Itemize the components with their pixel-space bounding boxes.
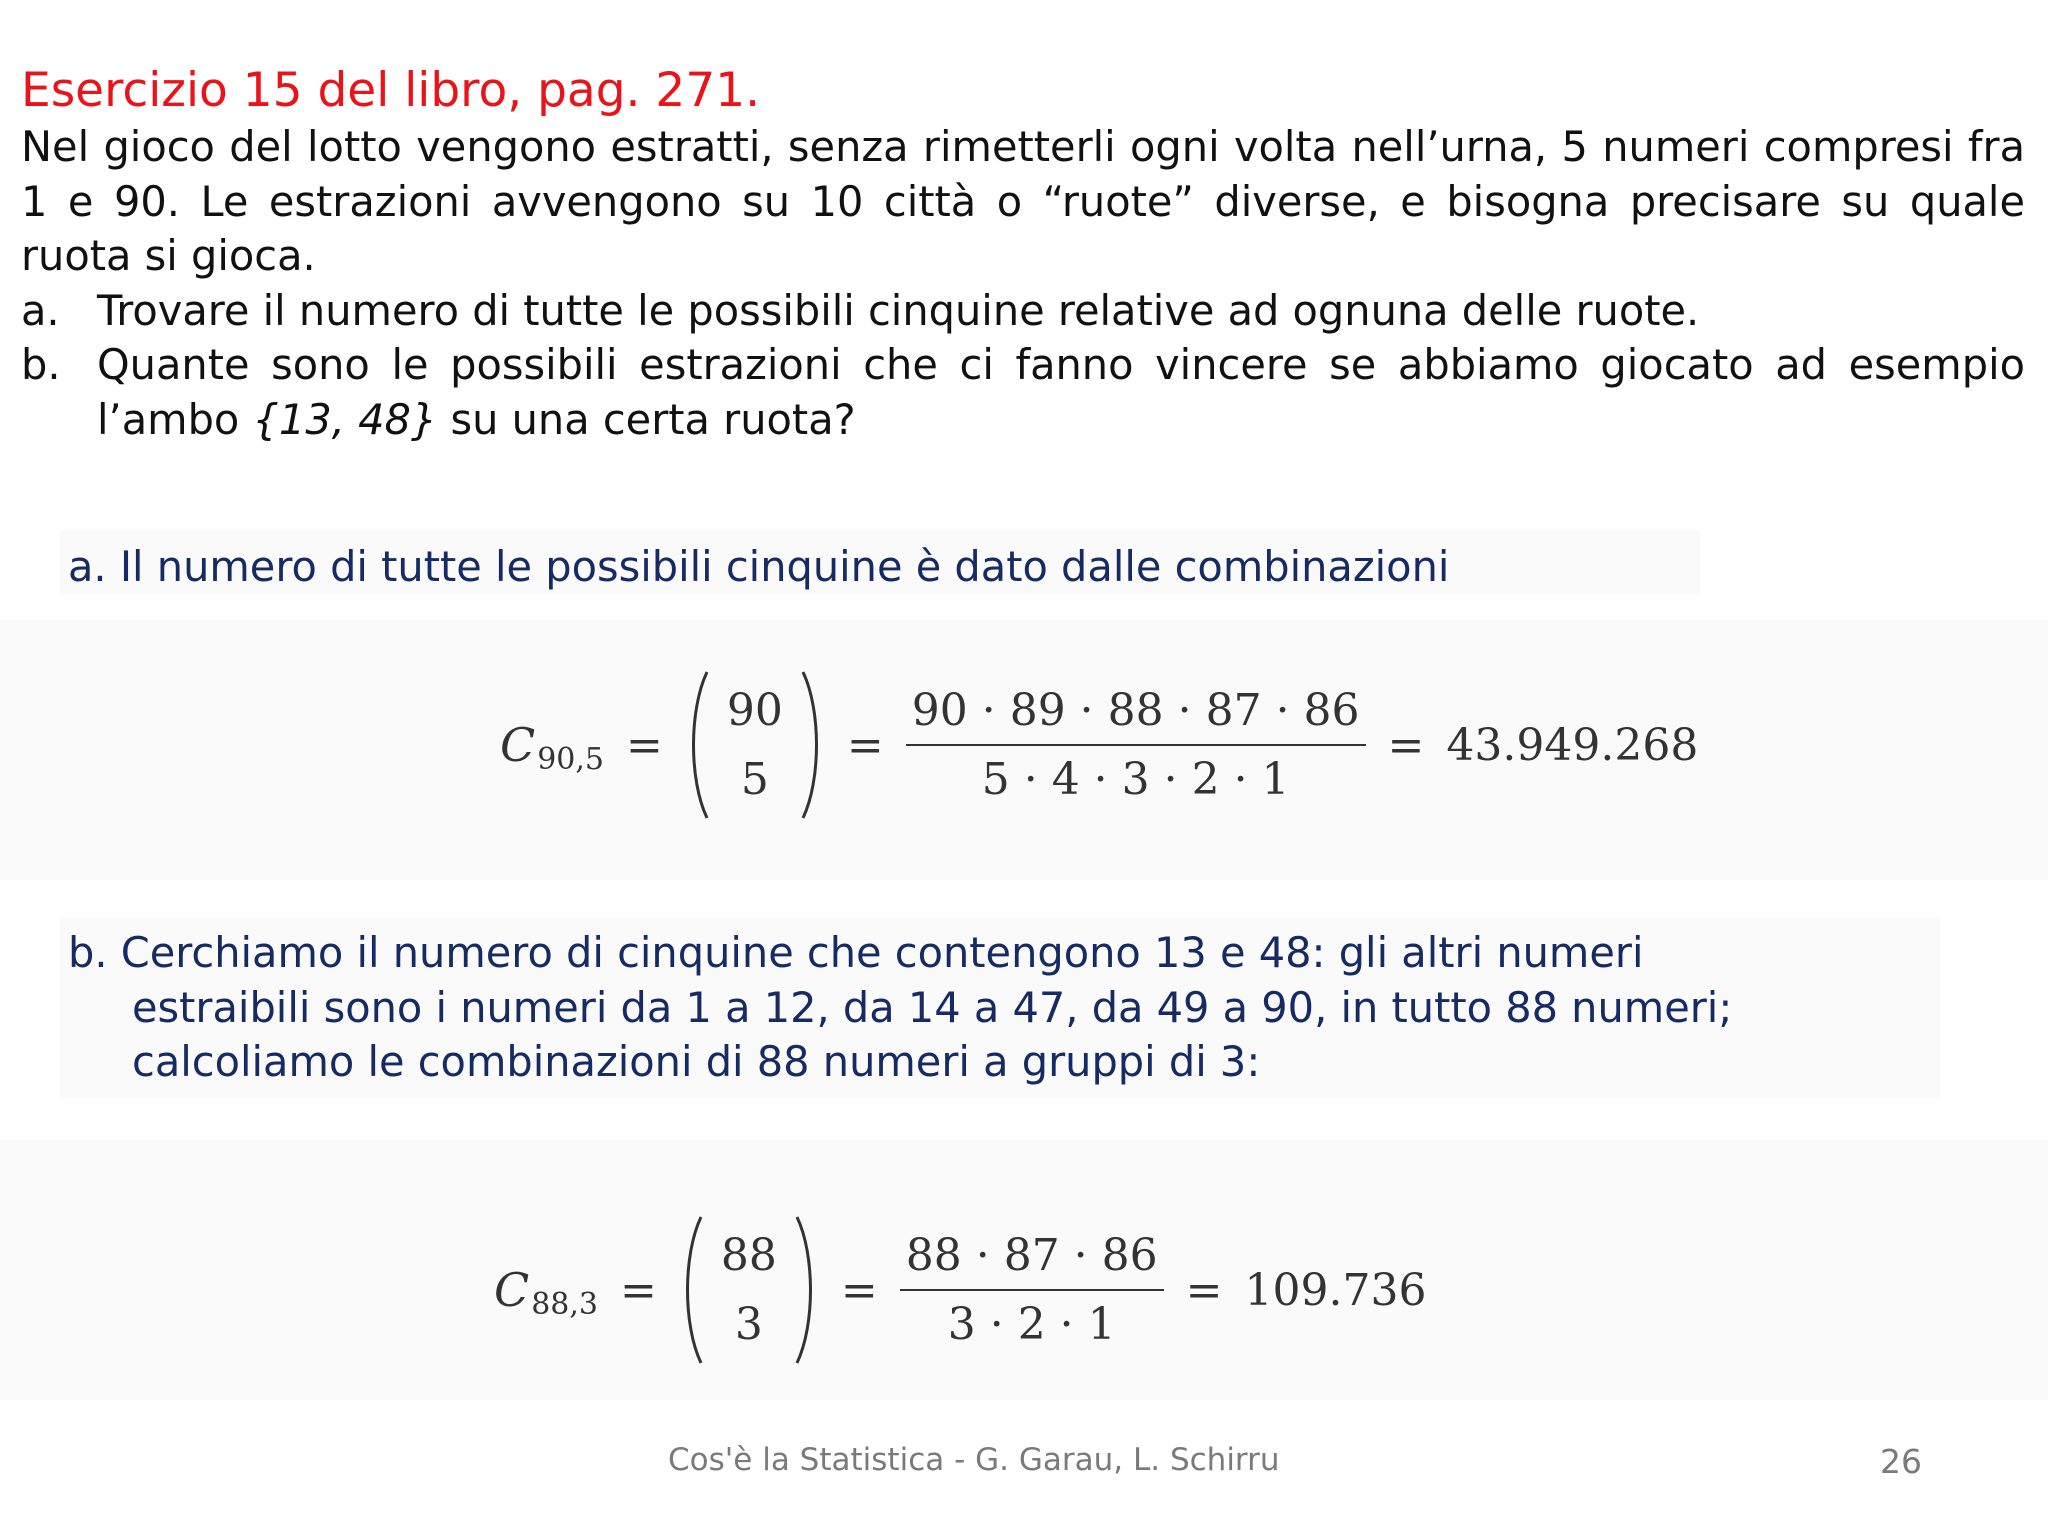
formula-b-equals-3: = xyxy=(1185,1264,1223,1316)
formula-b-equals-2: = xyxy=(840,1264,878,1316)
formula-b-symbol: C xyxy=(494,1263,530,1317)
problem-statement xyxy=(21,120,2025,447)
answer-b-line-2: estraibili sono i numeri da 1 a 12, da 14 a 47, da 49 a 90, in tutto 88 numeri; xyxy=(132,982,1733,1032)
item-b-ambo-set: {13, 48} xyxy=(252,394,438,444)
answer-b-text xyxy=(68,926,1968,1090)
formula-a-equals-3: = xyxy=(1387,719,1425,771)
item-a-marker: a. xyxy=(21,285,60,335)
formula-b xyxy=(494,1210,1426,1370)
problem-intro-line-1: Nel gioco del lotto vengono estratti, senza rimetterli ogni volta nell’urna, 5 numeri xyxy=(21,122,1750,171)
formula-a-right-paren xyxy=(799,670,825,820)
item-b-line-2-before: esempio l’ambo xyxy=(97,340,2025,444)
answer-b-line-1: b. Cerchiamo il numero di cinquine che contengono 13 e 48: gli altri numeri xyxy=(68,928,1644,977)
formula-b-result: 109.736 xyxy=(1244,1264,1427,1316)
formula-a-binom-bottom: 5 xyxy=(740,754,769,805)
formula-a-binom-top: 90 xyxy=(726,685,783,736)
formula-b-denominator: 3 · 2 · 1 xyxy=(947,1299,1116,1350)
formula-a-equals-1: = xyxy=(626,719,663,771)
problem-item-b xyxy=(21,338,2025,447)
formula-a-result: 43.949.268 xyxy=(1446,719,1699,771)
formula-a-numerator: 90 · 89 · 88 · 87 · 86 xyxy=(911,685,1360,736)
item-b-line-2-after: su una certa ruota? xyxy=(437,394,856,444)
formula-b-equals-1: = xyxy=(620,1264,657,1316)
formula-a-left-paren xyxy=(685,670,711,820)
slide-footer: Cos'è la Statistica - G. Garau, L. Schirru xyxy=(668,1442,1280,1478)
formula-a-symbol: C xyxy=(500,718,536,772)
formula-b-binom-top: 88 xyxy=(720,1230,777,1281)
formula-a-binomial xyxy=(727,685,783,805)
formula-a-subscript: 90,5 xyxy=(537,741,604,777)
formula-b-left-paren xyxy=(679,1215,705,1365)
formula-b-subscript: 88,3 xyxy=(531,1286,598,1322)
item-b-marker: b. xyxy=(21,340,61,389)
page-number: 26 xyxy=(1880,1442,1922,1481)
formula-b-numerator: 88 · 87 · 86 xyxy=(905,1230,1158,1281)
item-b-line-1: Quante sono le possibili estrazioni che ci fanno vincere se abbiamo giocato ad xyxy=(97,340,1827,389)
formula-b-binom-bottom: 3 xyxy=(734,1299,763,1350)
answer-a-text: a. Il numero di tutte le possibili cinquine è dato dalle combinazioni xyxy=(68,542,1450,591)
formula-a xyxy=(500,665,1698,825)
formula-a-equals-2: = xyxy=(846,719,884,771)
formula-a-fraction xyxy=(906,685,1366,805)
item-a-text: Trovare il numero di tutte le possibili cinquine relative ad ognuna delle ruote. xyxy=(97,285,1700,335)
formula-b-binomial xyxy=(721,1230,777,1350)
problem-intro-line-3: precisare su quale ruota si gioca. xyxy=(21,176,2025,280)
slide-title: Esercizio 15 del libro, pag. 271. xyxy=(21,63,761,118)
problem-intro xyxy=(21,120,2025,284)
problem-intro-line-2: compresi fra 1 e 90. Le estrazioni avvengono su 10 città o “ruote” diverse, e bisogna xyxy=(21,122,2025,226)
formula-b-right-paren xyxy=(793,1215,819,1365)
formula-b-fraction xyxy=(900,1230,1164,1350)
formula-a-denominator: 5 · 4 · 3 · 2 · 1 xyxy=(981,754,1290,805)
problem-item-a xyxy=(21,284,2025,339)
answer-b-line-3: calcoliamo le combinazioni di 88 numeri a gruppi di 3: xyxy=(132,1037,1261,1086)
